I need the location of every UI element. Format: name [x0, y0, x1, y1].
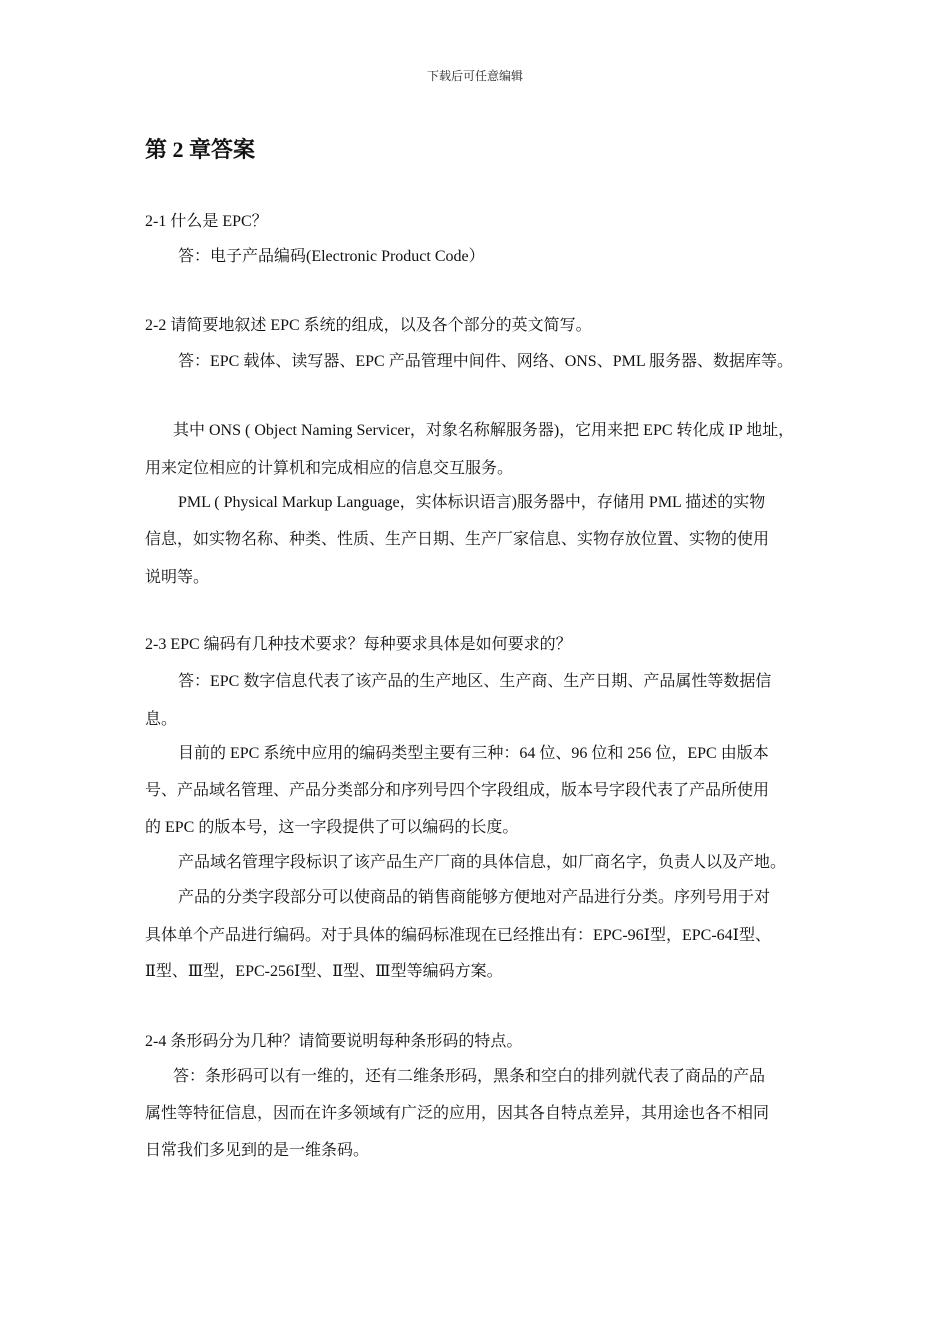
pml-paragraph-line-3: 说明等。: [145, 569, 210, 586]
ons-paragraph-line-2: 用来定位相应的计算机和完成相应的信息交互服务。: [145, 460, 514, 477]
ons-paragraph-line-1: 其中 ONS ( Object Naming Servicer，对象名称解服务器)，它用来把 EPC 转化成 IP 地址，: [173, 422, 795, 439]
types-paragraph-line-3: 的 EPC 的版本号，这一字段提供了可以编码的长度。: [145, 819, 519, 836]
pml-paragraph-line-1: PML ( Physical Markup Language，实体标识语言)服务器中，存储用 PML 描述的实物: [178, 494, 766, 511]
types-paragraph-line-1: 目前的 EPC 系统中应用的编码类型主要有三种：64 位、96 位和 256 位，EPC 由版本: [178, 745, 769, 762]
chapter-title: 第 2 章答案: [145, 137, 256, 162]
question-2-1: 2-1 什么是 EPC？: [145, 213, 268, 230]
class-paragraph-line-1: 产品的分类字段部分可以使商品的销售商能够方便地对产品进行分类。序列号用于对: [178, 889, 771, 906]
domain-paragraph: 产品域名管理字段标识了该产品生产厂商的具体信息，如厂商名字，负责人以及产地。: [178, 854, 787, 871]
answer-2-4-line-2: 属性等特征信息，因而在许多领域有广泛的应用，因其各自特点差异，其用途也各不相同: [145, 1105, 770, 1122]
question-2-4: 2-4 条形码分为几种？请简要说明每种条形码的特点。: [145, 1033, 523, 1050]
class-paragraph-line-2: 具体单个产品进行编码。对于具体的编码标准现在已经推出有：EPC-96Ⅰ型，EPC-64Ⅰ型、: [145, 927, 771, 944]
question-2-2: 2-2 请简要地叙述 EPC 系统的组成，以及各个部分的英文简写。: [145, 317, 592, 334]
answer-2-1: 答：电子产品编码(Electronic Product Code）: [178, 248, 485, 265]
class-paragraph-line-3: Ⅱ型、Ⅲ型，EPC-256Ⅰ型、Ⅱ型、Ⅲ型等编码方案。: [145, 963, 503, 980]
answer-2-3-line-2: 息。: [145, 711, 178, 728]
answer-2-4-line-3: 日常我们多见到的是一维条码。: [145, 1142, 370, 1159]
question-2-3: 2-3 EPC 编码有几种技术要求？每种要求具体是如何要求的？: [145, 636, 572, 653]
pml-paragraph-line-2: 信息，如实物名称、种类、性质、生产日期、生产厂家信息、实物存放位置、实物的使用: [145, 531, 770, 548]
types-paragraph-line-2: 号、产品域名管理、产品分类部分和序列号四个字段组成，版本号字段代表了产品所使用: [145, 782, 770, 799]
answer-2-3-line-1: 答：EPC 数字信息代表了该产品的生产地区、生产商、生产日期、产品属性等数据信: [178, 673, 772, 690]
answer-2-2: 答：EPC 载体、读写器、EPC 产品管理中间件、网络、ONS、PML 服务器、数据库等。: [178, 353, 794, 370]
page-header: 下载后可任意编辑: [426, 69, 523, 83]
answer-2-4-line-1: 答：条形码可以有一维的，还有二维条形码，黑条和空白的排列就代表了商品的产品: [173, 1068, 766, 1085]
